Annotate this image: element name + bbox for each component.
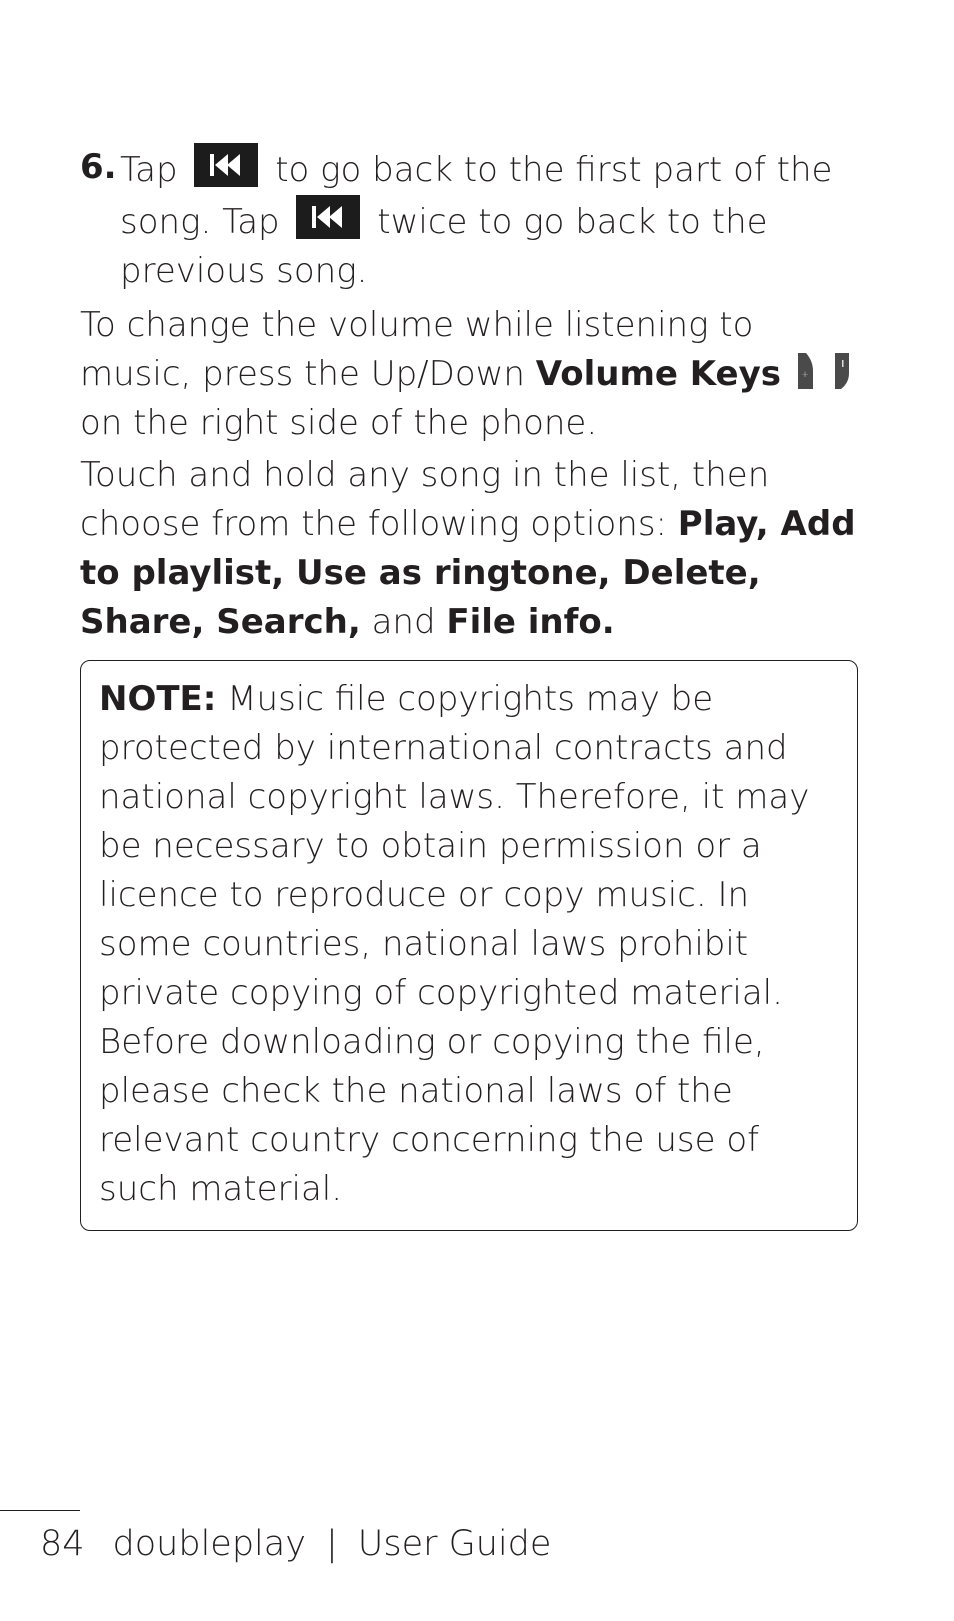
options-list-bold: Play, Add to playlist, Use as ringtone, Delete, Share, Search, xyxy=(80,504,856,642)
footer-rule xyxy=(0,1510,80,1511)
step-6 xyxy=(80,143,870,296)
product-name: doubleplay xyxy=(112,1524,306,1564)
volume-text-2: on the right side of the phone. xyxy=(80,403,598,443)
volume-up-key-icon xyxy=(796,351,814,391)
previous-track-icon xyxy=(194,143,258,187)
step-text-3: twice to go back to the previous song. xyxy=(120,202,768,291)
note-text: Music file copyrights may be protected by international contracts and national copyright laws. Therefore, it may be necessary to obtain permission or a licence to reproduce or copy music. In some countries, national laws prohibit private copying of copyrighted material. Before downloading or copying the file, please check the national laws of the relevant country concerning the use of such material. xyxy=(99,679,810,1209)
volume-keys-label: Volume Keys xyxy=(535,354,782,394)
previous-track-icon xyxy=(296,195,360,239)
file-info-bold: File info. xyxy=(446,602,615,642)
step-text-2: to go back to the first part of the song. Tap xyxy=(120,150,833,242)
options-text-1: Touch and hold any song in the list, then choose from the following options: xyxy=(80,455,770,544)
step-number: 6. xyxy=(80,147,117,187)
volume-paragraph xyxy=(80,301,870,448)
volume-down-key-icon xyxy=(833,351,851,391)
step-text-1: Tap xyxy=(120,150,178,190)
note-box xyxy=(80,660,858,1231)
options-text-2: and xyxy=(371,602,436,642)
footer-separator: | xyxy=(325,1524,338,1564)
options-paragraph xyxy=(80,451,870,647)
svg-text:+: + xyxy=(801,370,809,380)
guide-title: User Guide xyxy=(357,1524,552,1564)
footer xyxy=(40,1522,551,1566)
page-content xyxy=(80,143,870,1231)
note-label: NOTE: xyxy=(99,679,217,719)
volume-text-1: To change the volume while listening to music, press the Up/Down xyxy=(80,305,754,394)
page-number: 84 xyxy=(40,1524,85,1564)
